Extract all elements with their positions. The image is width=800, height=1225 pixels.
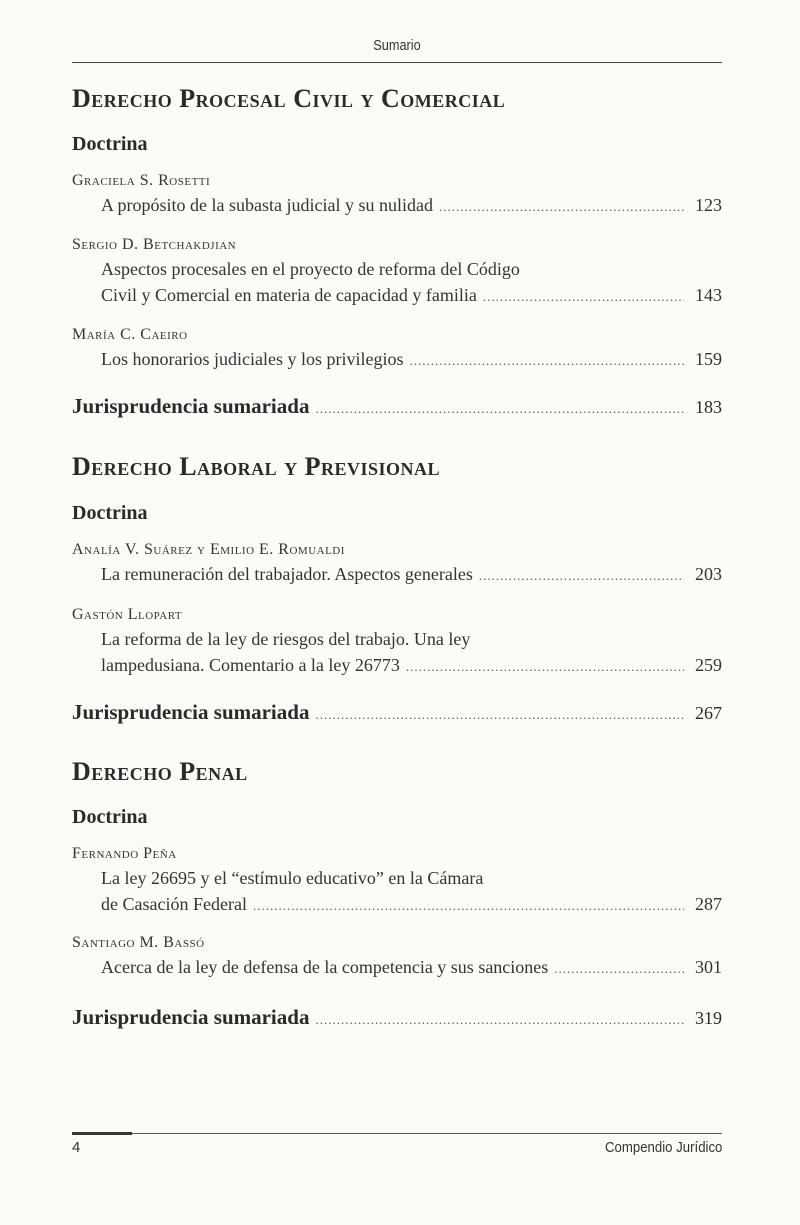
toc-entry[interactable] — [72, 326, 722, 374]
entry-author: Sergio D. Betchakdjian — [72, 236, 237, 253]
toc-entry[interactable] — [72, 606, 722, 680]
entry-title: La remuneración del trabajador. Aspectos generales — [101, 564, 473, 584]
leader-dots — [479, 563, 684, 589]
entry-page: 203 — [695, 564, 722, 584]
toc-entry[interactable] — [72, 934, 722, 982]
jurisprudencia-label: Jurisprudencia sumariada — [72, 1005, 310, 1029]
leader-dots — [315, 401, 684, 417]
section-title: Derecho Laboral y Previsional — [72, 452, 441, 481]
toc-entry[interactable] — [72, 172, 722, 220]
entry-title: Civil y Comercial en materia de capacidad y familia — [101, 285, 477, 305]
jurisprudencia-page: 319 — [695, 1008, 722, 1028]
entry-author: Fernando Peña — [72, 845, 177, 862]
leader-dots — [409, 348, 684, 374]
entry-title-line: La reforma de la ley de riesgos del trabajo. Una ley — [101, 629, 471, 649]
toc-entry[interactable] — [72, 541, 722, 589]
entry-author: Gastón Llopart — [72, 606, 183, 623]
leader-dots — [439, 194, 684, 220]
section-penal — [72, 757, 722, 787]
leader-dots — [315, 1012, 684, 1028]
entry-page: 287 — [695, 894, 722, 914]
entry-page: 301 — [695, 957, 722, 977]
section-title: Derecho Penal — [72, 757, 248, 786]
entry-page: 259 — [695, 655, 722, 675]
toc-entry[interactable] — [72, 845, 722, 919]
entry-title: de Casación Federal — [101, 894, 247, 914]
entry-title: Acerca de la ley de defensa de la competencia y sus sanciones — [101, 957, 549, 977]
footer-rule — [72, 1133, 722, 1134]
entry-title-line: Aspectos procesales en el proyecto de reforma del Código — [101, 259, 520, 279]
toc-entry[interactable] — [72, 236, 722, 310]
entry-author: Graciela S. Rosetti — [72, 172, 211, 189]
entry-author: Santiago M. Bassó — [72, 934, 205, 951]
section-laboral — [72, 452, 722, 482]
doctrina-heading — [72, 806, 722, 829]
page-number: 4 — [72, 1139, 81, 1156]
entry-title: Los honorarios judiciales y los privilegios — [101, 349, 404, 369]
leader-dots — [406, 654, 684, 680]
doctrina-label: Doctrina — [72, 502, 148, 524]
doctrina-heading — [72, 133, 722, 156]
jurisprudencia-entry[interactable] — [72, 1005, 722, 1030]
entry-page: 143 — [695, 285, 722, 305]
entry-author: Analía V. Suárez y Emilio E. Romualdi — [72, 541, 345, 558]
jurisprudencia-page: 267 — [695, 703, 722, 723]
jurisprudencia-label: Jurisprudencia sumariada — [72, 394, 310, 418]
leader-dots — [253, 893, 684, 919]
jurisprudencia-page: 183 — [695, 397, 722, 417]
entry-page: 123 — [695, 195, 722, 215]
footer-rule-accent — [72, 1132, 132, 1135]
leader-dots — [315, 707, 684, 723]
entry-page: 159 — [695, 349, 722, 369]
entry-title-line: La ley 26695 y el “estímulo educativo” en la Cámara — [101, 868, 484, 888]
jurisprudencia-entry[interactable] — [72, 394, 722, 419]
publication-name: Compendio Jurídico — [604, 1139, 722, 1156]
doctrina-label: Doctrina — [72, 806, 148, 828]
running-head: Sumario — [373, 37, 421, 54]
section-procesal — [72, 84, 722, 114]
entry-author: María C. Caeiro — [72, 326, 188, 343]
header-rule — [72, 62, 722, 63]
jurisprudencia-label: Jurisprudencia sumariada — [72, 700, 310, 724]
section-title: Derecho Procesal Civil y Comercial — [72, 84, 506, 113]
leader-dots — [483, 284, 684, 310]
entry-title: lampedusiana. Comentario a la ley 26773 — [101, 655, 400, 675]
jurisprudencia-entry[interactable] — [72, 700, 722, 725]
entry-title: A propósito de la subasta judicial y su nulidad — [101, 195, 433, 215]
leader-dots — [554, 956, 684, 982]
doctrina-heading — [72, 502, 722, 525]
doctrina-label: Doctrina — [72, 133, 148, 155]
